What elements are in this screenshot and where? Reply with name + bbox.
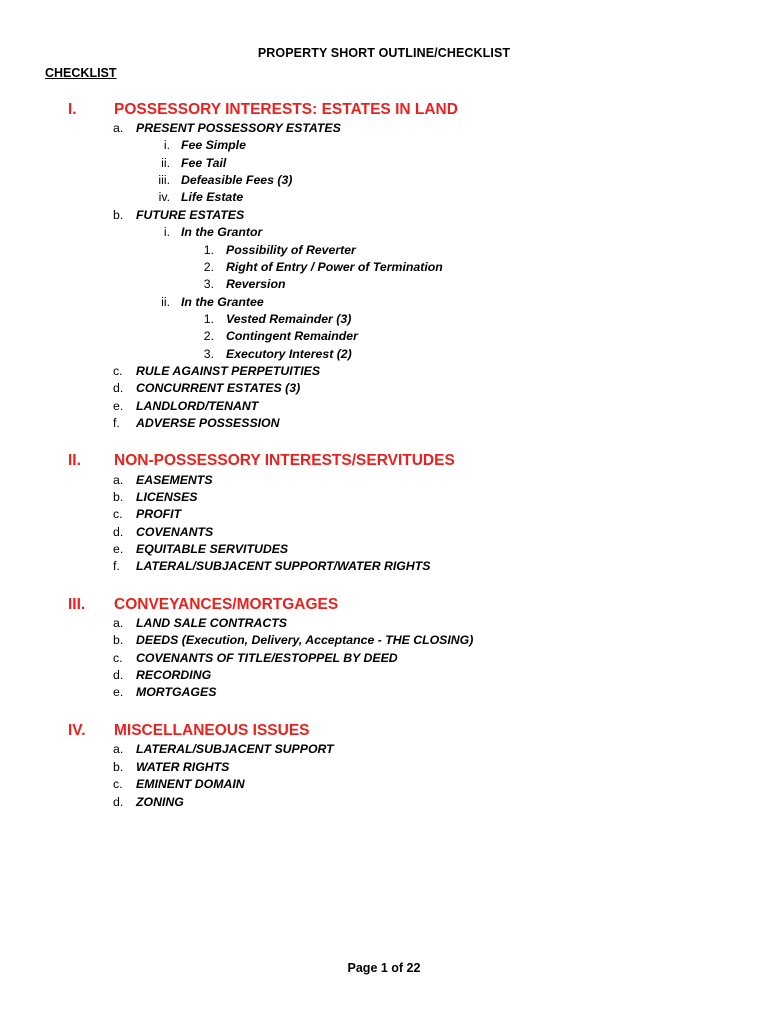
section-number: I. — [68, 101, 77, 118]
checklist-label: CHECKLIST — [45, 66, 117, 80]
list-marker: 1. — [203, 312, 214, 326]
list-marker: b. — [113, 490, 124, 504]
list-item-text: Possibility of Reverter — [226, 243, 356, 257]
list-marker: b. — [113, 760, 124, 774]
list-marker: ii. — [161, 295, 170, 309]
list-marker: e. — [113, 685, 124, 699]
list-item-text: WATER RIGHTS — [136, 760, 230, 774]
list-item-text: PROFIT — [136, 507, 182, 521]
list-item-text: LAND SALE CONTRACTS — [136, 616, 287, 630]
list-item-text: Life Estate — [181, 190, 244, 204]
list-marker: c. — [113, 651, 123, 665]
list-item-text: In the Grantee — [181, 295, 264, 309]
list-marker: c. — [113, 777, 123, 791]
list-item-text: EASEMENTS — [136, 473, 213, 487]
list-marker: f. — [113, 559, 120, 573]
list-item-text: COVENANTS OF TITLE/ESTOPPEL BY DEED — [136, 651, 398, 665]
list-item-text: In the Grantor — [181, 225, 263, 239]
list-marker: a. — [113, 473, 124, 487]
list-item-text: EQUITABLE SERVITUDES — [136, 542, 289, 556]
list-item-text: LANDLORD/TENANT — [136, 399, 259, 413]
list-item-text: Defeasible Fees (3) — [181, 173, 293, 187]
list-item-text: Right of Entry / Power of Termination — [226, 260, 443, 274]
list-marker: c. — [113, 364, 123, 378]
list-marker: a. — [113, 121, 124, 135]
list-item-text: RECORDING — [136, 668, 212, 682]
list-item-text: ADVERSE POSSESSION — [136, 416, 280, 430]
list-item-text: Contingent Remainder — [226, 329, 358, 343]
list-item-text: EMINENT DOMAIN — [136, 777, 245, 791]
list-marker: iv. — [158, 190, 170, 204]
list-item-text: Fee Simple — [181, 138, 246, 152]
list-marker: 1. — [203, 243, 214, 257]
list-item-text: PRESENT POSSESSORY ESTATES — [136, 121, 341, 135]
list-marker: 2. — [203, 260, 214, 274]
page-footer: Page 1 of 22 — [347, 961, 421, 975]
list-marker: d. — [113, 668, 124, 682]
list-marker: d. — [113, 525, 124, 539]
list-marker: 3. — [203, 347, 214, 361]
list-marker: f. — [113, 416, 120, 430]
section-number: II. — [68, 452, 81, 469]
list-marker: d. — [113, 381, 124, 395]
list-marker: 2. — [203, 329, 214, 343]
list-item-text: MORTGAGES — [136, 685, 217, 699]
list-marker: d. — [113, 795, 124, 809]
list-item-text: DEEDS (Execution, Delivery, Acceptance - THE CLOSING) — [136, 633, 474, 647]
list-marker: 3. — [203, 277, 214, 291]
section-title: CONVEYANCES/MORTGAGES — [114, 596, 339, 613]
list-marker: i. — [163, 225, 170, 239]
list-item-text: Executory Interest (2) — [226, 347, 352, 361]
list-marker: c. — [113, 507, 123, 521]
section-number: IV. — [68, 722, 86, 739]
list-marker: ii. — [161, 156, 170, 170]
list-item-text: LATERAL/SUBJACENT SUPPORT/WATER RIGHTS — [136, 559, 431, 573]
list-marker: iii. — [158, 173, 170, 187]
list-item-text: FUTURE ESTATES — [136, 208, 245, 222]
list-marker: b. — [113, 208, 124, 222]
list-marker: e. — [113, 399, 124, 413]
section-title: MISCELLANEOUS ISSUES — [114, 722, 310, 739]
list-marker: i. — [163, 138, 170, 152]
list-marker: e. — [113, 542, 124, 556]
list-marker: b. — [113, 633, 124, 647]
section-title: POSSESSORY INTERESTS: ESTATES IN LAND — [114, 101, 458, 118]
list-item-text: LATERAL/SUBJACENT SUPPORT — [136, 742, 334, 756]
section-number: III. — [68, 596, 86, 613]
list-item-text: LICENSES — [136, 490, 198, 504]
list-item-text: ZONING — [136, 795, 184, 809]
list-item-text: COVENANTS — [136, 525, 214, 539]
list-marker: a. — [113, 616, 124, 630]
section-title: NON-POSSESSORY INTERESTS/SERVITUDES — [114, 452, 455, 469]
list-item-text: Vested Remainder (3) — [226, 312, 352, 326]
list-item-text: Fee Tail — [181, 156, 227, 170]
list-item-text: CONCURRENT ESTATES (3) — [136, 381, 301, 395]
list-item-text: RULE AGAINST PERPETUITIES — [136, 364, 321, 378]
list-marker: a. — [113, 742, 124, 756]
list-item-text: Reversion — [226, 277, 286, 291]
page-title: PROPERTY SHORT OUTLINE/CHECKLIST — [257, 46, 511, 60]
